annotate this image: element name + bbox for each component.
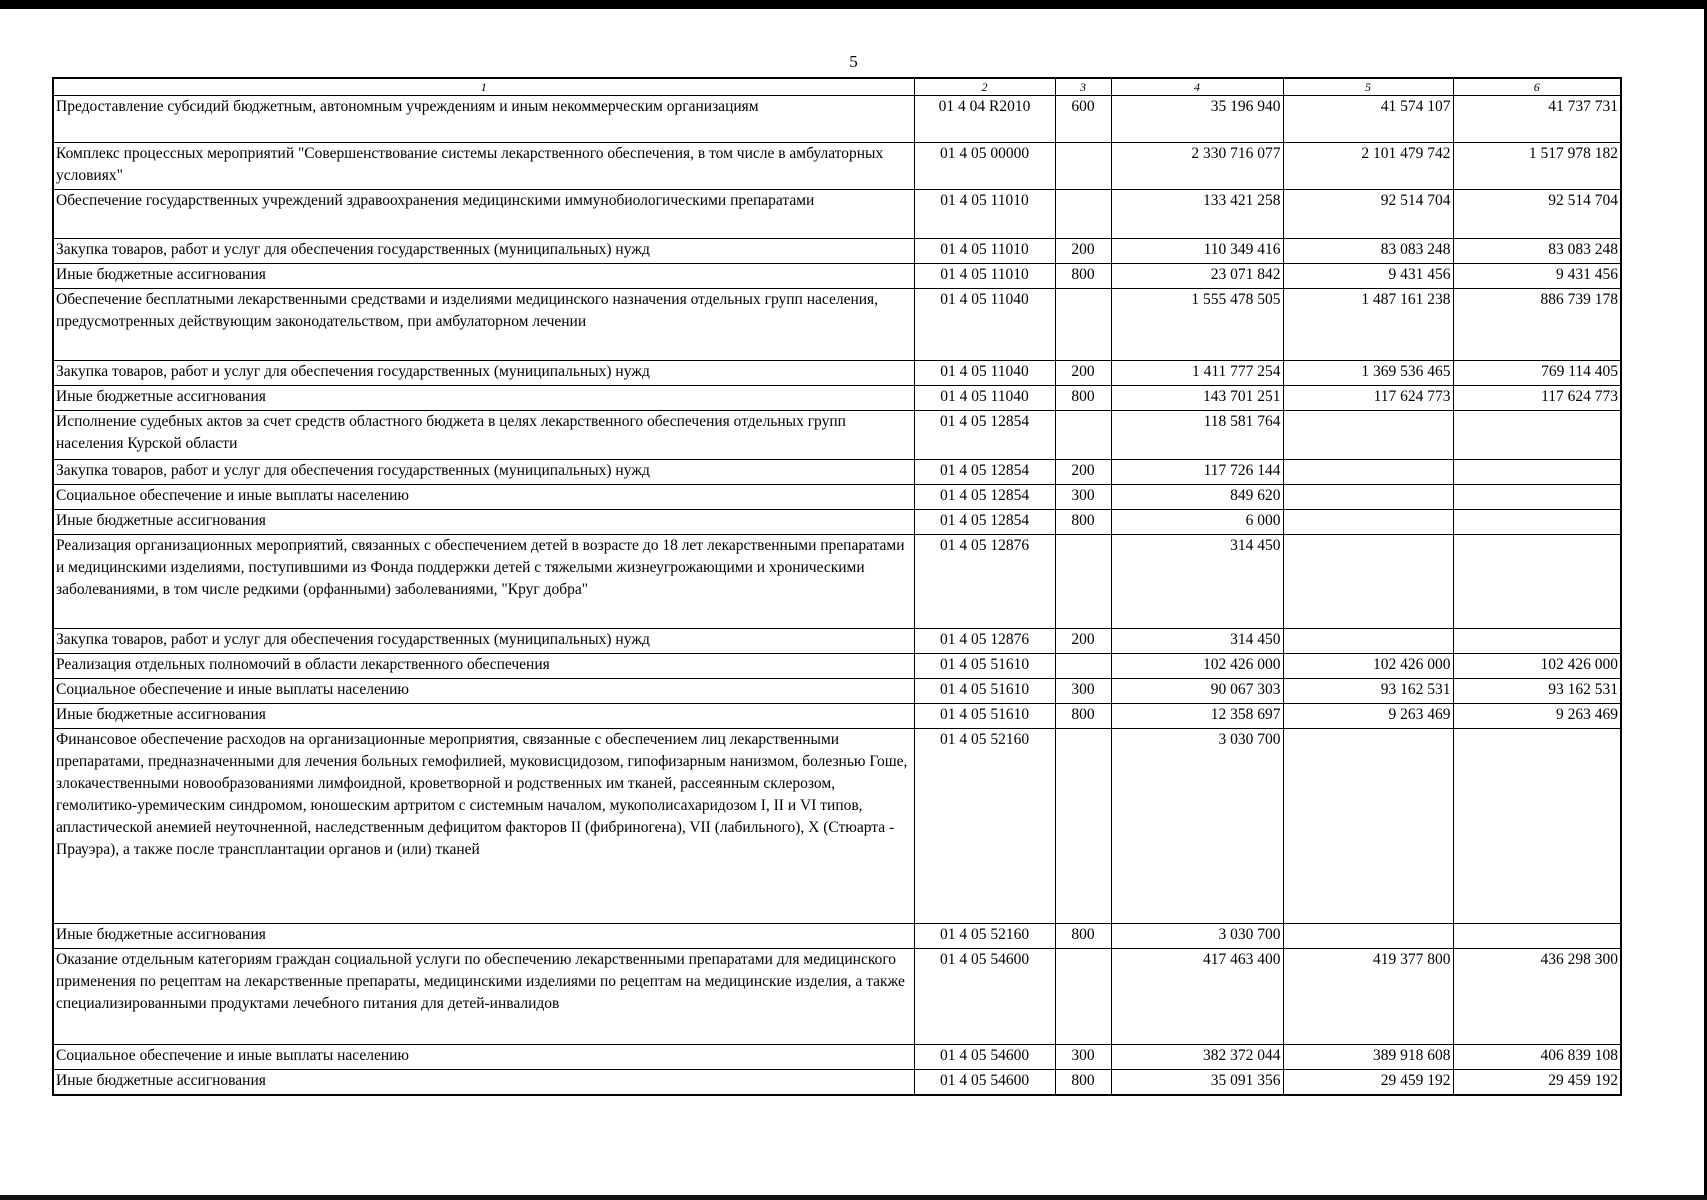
row-value-6: 9 431 456 xyxy=(1453,264,1621,289)
row-type: 800 xyxy=(1055,510,1111,535)
page-number: 5 xyxy=(849,52,858,71)
row-name: Закупка товаров, работ и услуг для обеспечения государственных (муниципальных) нужд xyxy=(53,239,914,264)
row-value-5: 41 574 107 xyxy=(1283,96,1453,143)
row-code: 01 4 05 11010 xyxy=(914,190,1055,239)
row-name: Оказание отдельным категориям граждан социальной услуги по обеспечению лекарственными препаратами для медицинского применения по рецептам на лекарственные препараты, медицинскими изделиями по рецептам на медицинские изделия, а также специализированными продуктами лечебного питания для детей-инвалидов xyxy=(53,949,914,1045)
row-value-4: 117 726 144 xyxy=(1111,460,1283,485)
row-value-6: 41 737 731 xyxy=(1453,96,1621,143)
row-type xyxy=(1055,411,1111,460)
row-name: Предоставление субсидий бюджетным, автономным учреждениям и иным некоммерческим организациям xyxy=(53,96,914,143)
row-value-4: 35 091 356 xyxy=(1111,1070,1283,1095)
row-value-6: 102 426 000 xyxy=(1453,654,1621,679)
row-value-6: 9 263 469 xyxy=(1453,704,1621,729)
row-value-6: 93 162 531 xyxy=(1453,679,1621,704)
row-value-6 xyxy=(1453,460,1621,485)
row-type: 600 xyxy=(1055,96,1111,143)
row-value-6: 886 739 178 xyxy=(1453,289,1621,361)
row-value-5: 1 487 161 238 xyxy=(1283,289,1453,361)
row-code: 01 4 05 11040 xyxy=(914,361,1055,386)
table-row xyxy=(53,411,1621,460)
row-type xyxy=(1055,949,1111,1045)
row-code: 01 4 05 11040 xyxy=(914,289,1055,361)
row-code: 01 4 05 11010 xyxy=(914,264,1055,289)
row-value-6: 117 624 773 xyxy=(1453,386,1621,411)
row-value-4: 110 349 416 xyxy=(1111,239,1283,264)
row-name: Закупка товаров, работ и услуг для обеспечения государственных (муниципальных) нужд xyxy=(53,629,914,654)
row-code: 01 4 05 54600 xyxy=(914,1045,1055,1070)
row-value-6 xyxy=(1453,510,1621,535)
row-value-5: 9 263 469 xyxy=(1283,704,1453,729)
row-value-5: 29 459 192 xyxy=(1283,1070,1453,1095)
table-row xyxy=(53,96,1621,143)
table-row xyxy=(53,510,1621,535)
row-code: 01 4 05 12854 xyxy=(914,485,1055,510)
table-row xyxy=(53,679,1621,704)
budget-table xyxy=(52,77,1622,1096)
row-value-5: 1 369 536 465 xyxy=(1283,361,1453,386)
row-type: 200 xyxy=(1055,239,1111,264)
row-code: 01 4 04 R2010 xyxy=(914,96,1055,143)
table-row xyxy=(53,485,1621,510)
table-row xyxy=(53,654,1621,679)
row-value-5 xyxy=(1283,460,1453,485)
table-row xyxy=(53,924,1621,949)
row-type: 200 xyxy=(1055,460,1111,485)
row-type xyxy=(1055,729,1111,924)
row-name: Закупка товаров, работ и услуг для обеспечения государственных (муниципальных) нужд xyxy=(53,460,914,485)
table-row xyxy=(53,1070,1621,1095)
table-row xyxy=(53,289,1621,361)
row-value-5 xyxy=(1283,510,1453,535)
row-value-5 xyxy=(1283,411,1453,460)
row-value-4: 23 071 842 xyxy=(1111,264,1283,289)
table-row xyxy=(53,949,1621,1045)
row-type: 200 xyxy=(1055,361,1111,386)
row-value-4: 3 030 700 xyxy=(1111,924,1283,949)
row-code: 01 4 05 12854 xyxy=(914,411,1055,460)
row-value-6: 92 514 704 xyxy=(1453,190,1621,239)
table-row xyxy=(53,190,1621,239)
scan-edge-top xyxy=(0,0,1707,9)
row-value-5 xyxy=(1283,629,1453,654)
row-type: 300 xyxy=(1055,1045,1111,1070)
row-value-5: 92 514 704 xyxy=(1283,190,1453,239)
row-code: 01 4 05 12876 xyxy=(914,629,1055,654)
header-col-2: 2 xyxy=(914,78,1055,96)
row-value-6 xyxy=(1453,629,1621,654)
row-type: 800 xyxy=(1055,704,1111,729)
row-name: Финансовое обеспечение расходов на организационные мероприятия, связанные с обеспечением лиц лекарственными препаратами, предназначенными для лечения больных гемофилией, муковисцидозом, гипофизарным нанизмом, болезнью Гоше, злокачественными новообразованиями лимфоидной, кроветворной и родственных им тканей, рассеянным склерозом, гемолитико-уремическим синдромом, юношеским артритом с системным началом, мукополисахаридозом I, II и VI типов, апластической анемией неуточненной, наследственным дефицитом факторов II (фибриногена), VII (лабильного), X (Стюарта - Прауэра), а также после трансплантации органов и (или) тканей xyxy=(53,729,914,924)
row-name: Иные бюджетные ассигнования xyxy=(53,264,914,289)
table-row xyxy=(53,239,1621,264)
row-code: 01 4 05 52160 xyxy=(914,729,1055,924)
row-name: Социальное обеспечение и иные выплаты населению xyxy=(53,1045,914,1070)
row-name: Комплекс процессных мероприятий "Совершенствование системы лекарственного обеспечения, в том числе в амбулаторных условиях" xyxy=(53,143,914,190)
row-value-6: 83 083 248 xyxy=(1453,239,1621,264)
row-value-5: 419 377 800 xyxy=(1283,949,1453,1045)
table-row xyxy=(53,629,1621,654)
row-value-6: 29 459 192 xyxy=(1453,1070,1621,1095)
row-value-4: 133 421 258 xyxy=(1111,190,1283,239)
table-row xyxy=(53,361,1621,386)
row-value-6 xyxy=(1453,485,1621,510)
row-type xyxy=(1055,143,1111,190)
row-type xyxy=(1055,654,1111,679)
row-name: Иные бюджетные ассигнования xyxy=(53,386,914,411)
row-code: 01 4 05 00000 xyxy=(914,143,1055,190)
row-type: 800 xyxy=(1055,1070,1111,1095)
header-row xyxy=(53,78,1621,96)
row-value-5: 117 624 773 xyxy=(1283,386,1453,411)
row-name: Обеспечение бесплатными лекарственными средствами и изделиями медицинского назначения отдельных групп населения, предусмотренных действующим законодательством, при амбулаторном лечении xyxy=(53,289,914,361)
header-col-1: 1 xyxy=(53,78,914,96)
row-value-5: 102 426 000 xyxy=(1283,654,1453,679)
row-value-5 xyxy=(1283,535,1453,629)
scan-edge-bottom xyxy=(0,1195,1707,1200)
header-col-3: 3 xyxy=(1055,78,1111,96)
row-code: 01 4 05 51610 xyxy=(914,679,1055,704)
row-value-4: 417 463 400 xyxy=(1111,949,1283,1045)
row-name: Иные бюджетные ассигнования xyxy=(53,510,914,535)
table-row xyxy=(53,704,1621,729)
row-value-4: 118 581 764 xyxy=(1111,411,1283,460)
row-value-6: 406 839 108 xyxy=(1453,1045,1621,1070)
row-value-6 xyxy=(1453,535,1621,629)
row-value-5: 2 101 479 742 xyxy=(1283,143,1453,190)
row-type: 800 xyxy=(1055,386,1111,411)
header-col-4: 4 xyxy=(1111,78,1283,96)
row-value-5: 93 162 531 xyxy=(1283,679,1453,704)
row-name: Социальное обеспечение и иные выплаты населению xyxy=(53,679,914,704)
row-value-6 xyxy=(1453,924,1621,949)
row-type: 300 xyxy=(1055,679,1111,704)
row-type xyxy=(1055,535,1111,629)
table-row xyxy=(53,460,1621,485)
row-value-4: 6 000 xyxy=(1111,510,1283,535)
row-code: 01 4 05 11040 xyxy=(914,386,1055,411)
row-value-4: 2 330 716 077 xyxy=(1111,143,1283,190)
row-value-5: 83 083 248 xyxy=(1283,239,1453,264)
row-code: 01 4 05 54600 xyxy=(914,949,1055,1045)
row-value-4: 143 701 251 xyxy=(1111,386,1283,411)
row-type: 200 xyxy=(1055,629,1111,654)
row-code: 01 4 05 51610 xyxy=(914,654,1055,679)
row-code: 01 4 05 12854 xyxy=(914,460,1055,485)
row-value-4: 314 450 xyxy=(1111,535,1283,629)
row-value-5: 389 918 608 xyxy=(1283,1045,1453,1070)
row-name: Исполнение судебных актов за счет средств областного бюджета в целях лекарственного обеспечения отдельных групп населения Курской области xyxy=(53,411,914,460)
row-code: 01 4 05 12854 xyxy=(914,510,1055,535)
row-code: 01 4 05 51610 xyxy=(914,704,1055,729)
row-type: 800 xyxy=(1055,264,1111,289)
row-value-4: 12 358 697 xyxy=(1111,704,1283,729)
row-value-6 xyxy=(1453,411,1621,460)
row-value-4: 3 030 700 xyxy=(1111,729,1283,924)
table-row xyxy=(53,729,1621,924)
row-code: 01 4 05 12876 xyxy=(914,535,1055,629)
row-value-4: 849 620 xyxy=(1111,485,1283,510)
row-value-4: 314 450 xyxy=(1111,629,1283,654)
row-value-5 xyxy=(1283,924,1453,949)
row-name: Реализация отдельных полномочий в области лекарственного обеспечения xyxy=(53,654,914,679)
row-name: Закупка товаров, работ и услуг для обеспечения государственных (муниципальных) нужд xyxy=(53,361,914,386)
row-name: Обеспечение государственных учреждений здравоохранения медицинскими иммунобиологическими препаратами xyxy=(53,190,914,239)
header-col-6: 6 xyxy=(1453,78,1621,96)
row-name: Иные бюджетные ассигнования xyxy=(53,924,914,949)
row-code: 01 4 05 52160 xyxy=(914,924,1055,949)
row-value-4: 1 555 478 505 xyxy=(1111,289,1283,361)
row-name: Иные бюджетные ассигнования xyxy=(53,704,914,729)
header-col-5: 5 xyxy=(1283,78,1453,96)
row-value-6 xyxy=(1453,729,1621,924)
row-name: Иные бюджетные ассигнования xyxy=(53,1070,914,1095)
row-value-4: 35 196 940 xyxy=(1111,96,1283,143)
row-value-5 xyxy=(1283,485,1453,510)
row-name: Реализация организационных мероприятий, связанных с обеспечением детей в возрасте до 18 лет лекарственными препаратами и медицинскими изделиями, поступившими из Фонда поддержки детей с тяжелыми жизнеугрожающими и хроническими заболеваниями, в том числе редкими (орфанными) заболеваниями, "Круг добра" xyxy=(53,535,914,629)
row-value-4: 102 426 000 xyxy=(1111,654,1283,679)
row-value-4: 1 411 777 254 xyxy=(1111,361,1283,386)
row-value-6: 436 298 300 xyxy=(1453,949,1621,1045)
table-row xyxy=(53,1045,1621,1070)
row-value-4: 90 067 303 xyxy=(1111,679,1283,704)
table-row xyxy=(53,386,1621,411)
table-row xyxy=(53,535,1621,629)
row-value-5 xyxy=(1283,729,1453,924)
table-body xyxy=(53,96,1621,1095)
row-value-5: 9 431 456 xyxy=(1283,264,1453,289)
row-value-6: 769 114 405 xyxy=(1453,361,1621,386)
row-type xyxy=(1055,289,1111,361)
row-code: 01 4 05 54600 xyxy=(914,1070,1055,1095)
row-code: 01 4 05 11010 xyxy=(914,239,1055,264)
table-row xyxy=(53,264,1621,289)
table-row xyxy=(53,143,1621,190)
row-type: 800 xyxy=(1055,924,1111,949)
row-value-6: 1 517 978 182 xyxy=(1453,143,1621,190)
row-type xyxy=(1055,190,1111,239)
row-name: Социальное обеспечение и иные выплаты населению xyxy=(53,485,914,510)
row-type: 300 xyxy=(1055,485,1111,510)
row-value-4: 382 372 044 xyxy=(1111,1045,1283,1070)
